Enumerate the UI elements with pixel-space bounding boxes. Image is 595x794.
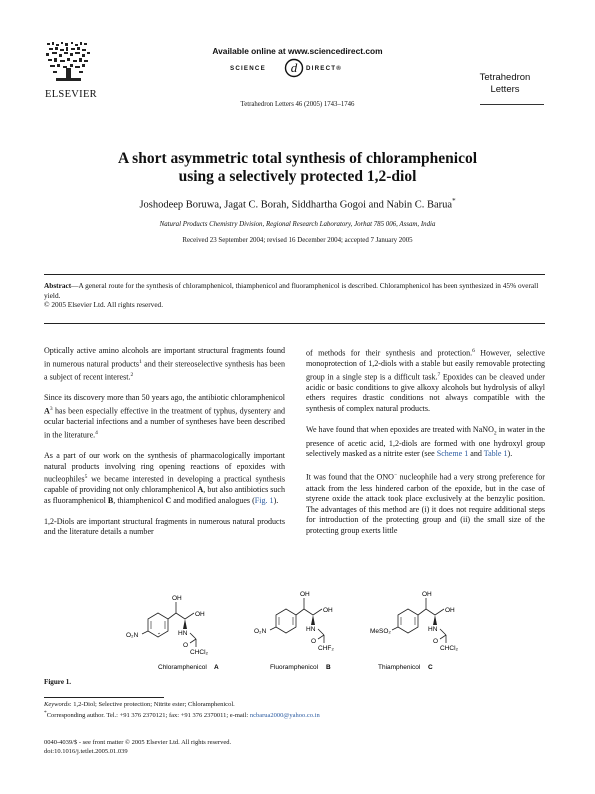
svg-text:O: O [183, 642, 189, 649]
title-line-1: A short asymmetric total synthesis of chloramphenicol [117, 150, 478, 167]
body-right-column [306, 346, 545, 536]
compound-c-label: C [428, 664, 433, 671]
sd-right-text: DIRECT® [306, 65, 342, 72]
svg-text:HN: HN [306, 626, 316, 633]
doi-line: doi:10.1016/j.tetlet.2005.01.039 [44, 748, 128, 755]
abstract-text: —A general route for the synthesis of chloramphenicol, thiamphenicol and fluoramphenicol is described. Chloramphenicol has been synthesized in 45% overall yield. [44, 281, 539, 300]
paragraph: 1,2-Diols are important structural fragments in numerous natural products and the literature details a number [44, 516, 285, 537]
compound-b-structure [254, 591, 334, 671]
compound-a-label: A [214, 664, 219, 671]
compound-b-substituent: O₂N [254, 628, 267, 635]
body-left-column [44, 346, 285, 538]
paragraph: It was found that the ONO− nucleophile had a very strong preference for attack from the less hindered carbon of the epoxide, but in the case of styrene oxide the attack took place exclusively at the benzylic position. The advantages of this method are (i) it does not require additional steps for introduction of the protecting group and (ii) the small size of the protecting group exerts little [306, 472, 545, 535]
compound-a-structure [126, 595, 219, 671]
paragraph: Optically active amino alcohols are important structural fragments found in numerous natural products$^1$ and their stereoselective synthesis has been a subject of recent interest.$^2$ [44, 346, 285, 382]
compound-a-acyl: CHCl₂ [190, 649, 209, 656]
paragraph: As a part of our work on the synthesis of pharmacologically important natural products involving ring opening reactions of epoxides with nucleophiles$^5$ we became interested in developing a practical synthesis capable of providing not only chloramphenicol A, but also antibiotics such as fluoramphenicol B, thiamphenicol C and modified analogues (Fig. 1). [44, 451, 285, 505]
scheme-1-link[interactable]: Scheme 1 [436, 449, 469, 459]
footer [44, 738, 444, 756]
affiliation: Natural Products Chemistry Division, Regional Research Laboratory, Jorhat 785 006, Assam, India [159, 221, 436, 228]
svg-text:O: O [311, 638, 317, 645]
svg-text:O: O [433, 638, 439, 645]
author-list [0, 197, 595, 211]
corresponding-author: *Corresponding author. Tel.: +91 376 2370121; fax: +91 376 2370011; e-mail: ncbarua2000@yahoo.co.in [44, 710, 320, 720]
svg-text:OH: OH [323, 607, 333, 614]
corresponding-author-mark: * [452, 197, 456, 205]
journal-name-line1: Tetrahedron [479, 72, 531, 83]
sciencedirect-at-icon [284, 58, 304, 78]
title-line-2: using a selectively protected 1,2-diol [178, 167, 417, 185]
abstract-label: Abstract [44, 281, 72, 290]
figure-caption: Figure 1. [44, 678, 72, 686]
svg-text:HN: HN [428, 626, 438, 633]
article-title [0, 150, 595, 185]
svg-text:d: d [290, 60, 298, 75]
keywords: Keywords: 1,2-Diol; Selective protection; Nitrite ester; Chloramphenicol. [44, 701, 235, 708]
svg-text:OH: OH [172, 595, 182, 602]
svg-text:HN: HN [178, 630, 188, 637]
svg-text:OH: OH [300, 591, 310, 598]
table-1-link[interactable]: Table 1 [483, 449, 508, 459]
paragraph: Since its discovery more than 50 years ago, the antibiotic chloramphenicol $A^3$ has been especially effective in the treatment of typhus, dysentery and ocular bacterial infections and a number of syntheses have been described in the literature.$^4$ [44, 393, 285, 440]
journal-name-line2: Letters [490, 84, 520, 95]
journal-name [466, 72, 544, 96]
compound-c-name: Thiamphenicol [378, 664, 421, 671]
sciencedirect-logo [230, 58, 365, 82]
compound-c-substituent: MeSO₂ [370, 628, 391, 635]
figure-1-structures [110, 589, 495, 673]
compound-c-acyl: CHCl₂ [440, 645, 459, 652]
elsevier-tree-logo [44, 40, 94, 84]
figure-1-link[interactable]: Fig. 1 [254, 495, 274, 505]
footnote-rule [44, 697, 164, 698]
publisher-name: ELSEVIER [45, 89, 97, 100]
paragraph: We have found that when epoxides are treated with NaNO$_2$ in water in the presence of acetic acid, 1,2-diols are formed with one hydroxyl group selectively masked as a nitrite ester (see Scheme 1 and Table 1). [306, 424, 546, 459]
svg-text:OH: OH [422, 591, 432, 598]
paragraph: of methods for their synthesis and protection.$^6$ However, selective monoprotection of 1,2-diols with a stable but easily removable protecting group in a single step is a difficult task.$^7$ Epoxides can be cleaved under acidic or basic conditions to give alkoxy alcohols but hydrolysis of alkyl ethers requires drastic conditions not always compatible with the synthesis of complex natural products. [306, 348, 545, 413]
email-link[interactable]: ncbarua2000@yahoo.co.in [249, 712, 320, 720]
compound-a-substituent: O₂N [126, 632, 139, 639]
footnotes [44, 700, 545, 720]
svg-text:OH: OH [445, 607, 455, 614]
abstract-top-rule [44, 274, 545, 275]
compound-a-name: Chloramphenicol [158, 664, 207, 671]
compound-b-label: B [326, 664, 331, 671]
sd-left-text: SCIENCE [230, 65, 266, 72]
compound-c-structure [370, 591, 459, 671]
available-online-banner: Available online at www.sciencedirect.com [212, 46, 383, 56]
front-matter-line: 0040-4039/$ - see front matter © 2005 Elsevier Ltd. All rights reserved. [44, 739, 232, 746]
authors-text: Joshodeep Boruwa, Jagat C. Borah, Siddhartha Gogoi and Nabin C. Barua [139, 199, 453, 211]
abstract-bottom-rule [44, 323, 545, 324]
abstract-copyright: © 2005 Elsevier Ltd. All rights reserved. [44, 300, 164, 309]
received-dates: Received 23 September 2004; revised 16 December 2004; accepted 7 January 2005 [182, 237, 413, 244]
compound-b-acyl: CHF₂ [318, 645, 334, 652]
journal-rule [480, 104, 544, 105]
compound-b-name: Fluoramphenicol [270, 664, 319, 671]
abstract [44, 281, 545, 310]
journal-citation: Tetrahedron Letters 46 (2005) 1743–1746 [240, 101, 355, 108]
svg-text:OH: OH [195, 611, 205, 618]
